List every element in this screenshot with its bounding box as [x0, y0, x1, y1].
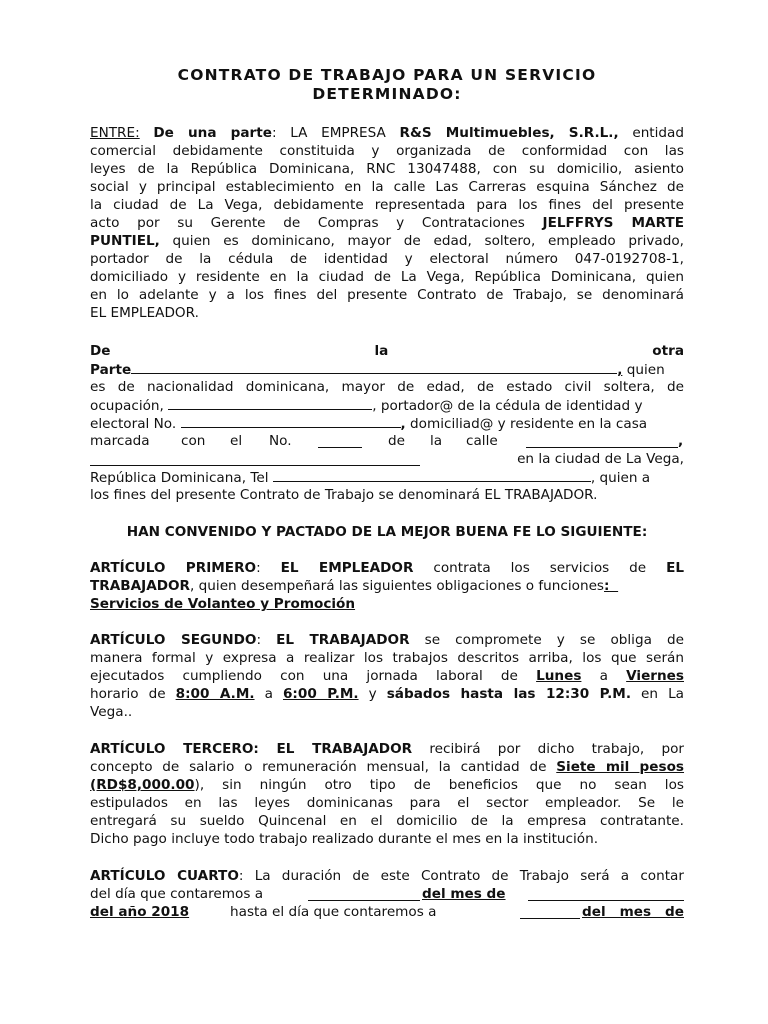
title-line-2: DETERMINADO:: [312, 85, 462, 103]
blank-start-month-field[interactable]: [528, 887, 684, 901]
text-line: es de nacionalidad dominicana, mayor de edad, de estado civil soltera, de: [90, 379, 684, 395]
text-line: marcada con el No. de la calle ,: [90, 433, 684, 449]
text-line: manera formal y expresa a realizar los trabajos descritos arriba, los que serán: [90, 650, 684, 666]
text-line: De la otra: [90, 343, 685, 359]
text-line: portador de la cédula de identidad y electoral número 047-0192708-1,: [90, 251, 684, 267]
blank-start-day-field[interactable]: [308, 887, 420, 901]
text-line: leyes de la República Dominicana, RNC 13047488, con su domicilio, asiento: [90, 161, 684, 177]
text-line: acto por su Gerente de Compras y Contrataciones JELFFRYS MARTE: [90, 215, 684, 231]
text-line: electoral No. , domiciliad@ y residente en la casa: [90, 416, 648, 432]
text-line: comercial debidamente constituida y organizada de conformidad con las: [90, 143, 684, 159]
text-line: República Dominicana, Tel , quien a: [90, 470, 651, 486]
text-line: social y principal establecimiento en la calle Las Carreras esquina Sánchez de: [90, 179, 684, 195]
text-line: ARTÍCULO TERCERO: EL TRABAJADOR recibirá por dicho trabajo, por: [90, 741, 685, 757]
document-title: [90, 66, 684, 104]
blank-occupation-field[interactable]: [168, 396, 372, 410]
blank-street-field[interactable]: [526, 434, 678, 448]
text-line: (RD$8,000.00), sin ningún otro tipo de beneficios que no sean los: [90, 777, 684, 793]
text-line: TRABAJADOR, quien desempeñará las siguientes obligaciones o funciones:: [90, 578, 610, 594]
title-line-1: CONTRATO DE TRABAJO PARA UN SERVICIO: [177, 66, 597, 84]
text-line: la ciudad de La Vega, debidamente representada para los fines del presente: [90, 197, 684, 213]
text-line: ARTÍCULO CUARTO: La duración de este Contrato de Trabajo será a contar: [90, 868, 684, 884]
text-line: concepto de salario o remuneración mensual, la cantidad de Siete mil pesos: [90, 759, 685, 775]
text-line: del día que contaremos a del mes de: [90, 885, 684, 903]
text-line: ENTRE: De una parte: LA EMPRESA R&S Multimuebles, S.R.L., entidad: [90, 125, 685, 141]
text-line: los fines del presente Contrato de Trabajo se denominará EL TRABAJADOR.: [90, 487, 598, 503]
blank-house-number-field[interactable]: [318, 434, 362, 448]
blank-street-continued-field[interactable]: [90, 452, 420, 466]
text-line: ARTÍCULO SEGUNDO: EL TRABAJADOR se compromete y se obliga de: [90, 632, 684, 648]
text-line: estipulados en las leyes dominicanas para el sector empleador. Se le: [90, 795, 684, 811]
blank-id-field[interactable]: [181, 414, 401, 428]
text-line: ARTÍCULO PRIMERO: EL EMPLEADOR contrata los servicios de EL: [90, 560, 685, 576]
blank-end-day-field[interactable]: [520, 905, 580, 919]
text-line: en lo adelante y a los fines del presente Contrato de Trabajo, se denominará: [90, 287, 684, 303]
text-line: entregará su sueldo Quincenal en el domicilio de la empresa contratante.: [90, 813, 684, 829]
text-line: Parte , quien: [90, 362, 665, 378]
text-line: del año 2018 hasta el día que contaremos a del mes de: [90, 904, 684, 920]
text-line: ocupación, , portador@ de la cédula de identidad y: [90, 398, 643, 414]
blank-phone-field[interactable]: [273, 468, 591, 482]
text-line: Servicios de Volanteo y Promoción: [90, 596, 356, 612]
text-line: EL EMPLEADOR.: [90, 305, 199, 321]
agreement-heading: HAN CONVENIDO Y PACTADO DE LA MEJOR BUENA FE LO SIGUIENTE:: [126, 524, 648, 540]
text-line: en la ciudad de La Vega,: [90, 450, 684, 468]
text-line: Dicho pago incluye todo trabajo realizado durante el mes en la institución.: [90, 831, 599, 847]
text-line: domiciliado y residente en la ciudad de La Vega, República Dominicana, quien: [90, 269, 684, 285]
text-line: horario de 8:00 A.M. a 6:00 P.M. y sábados hasta las 12:30 P.M. en La: [90, 686, 684, 702]
text-line: ejecutados cumpliendo con una jornada laboral de Lunes a Viernes: [90, 668, 684, 684]
blank-name-field[interactable]: [131, 360, 617, 374]
text-line: PUNTIEL, quien es dominicano, mayor de edad, soltero, empleado privado,: [90, 233, 684, 249]
text-line: Vega..: [90, 704, 133, 720]
